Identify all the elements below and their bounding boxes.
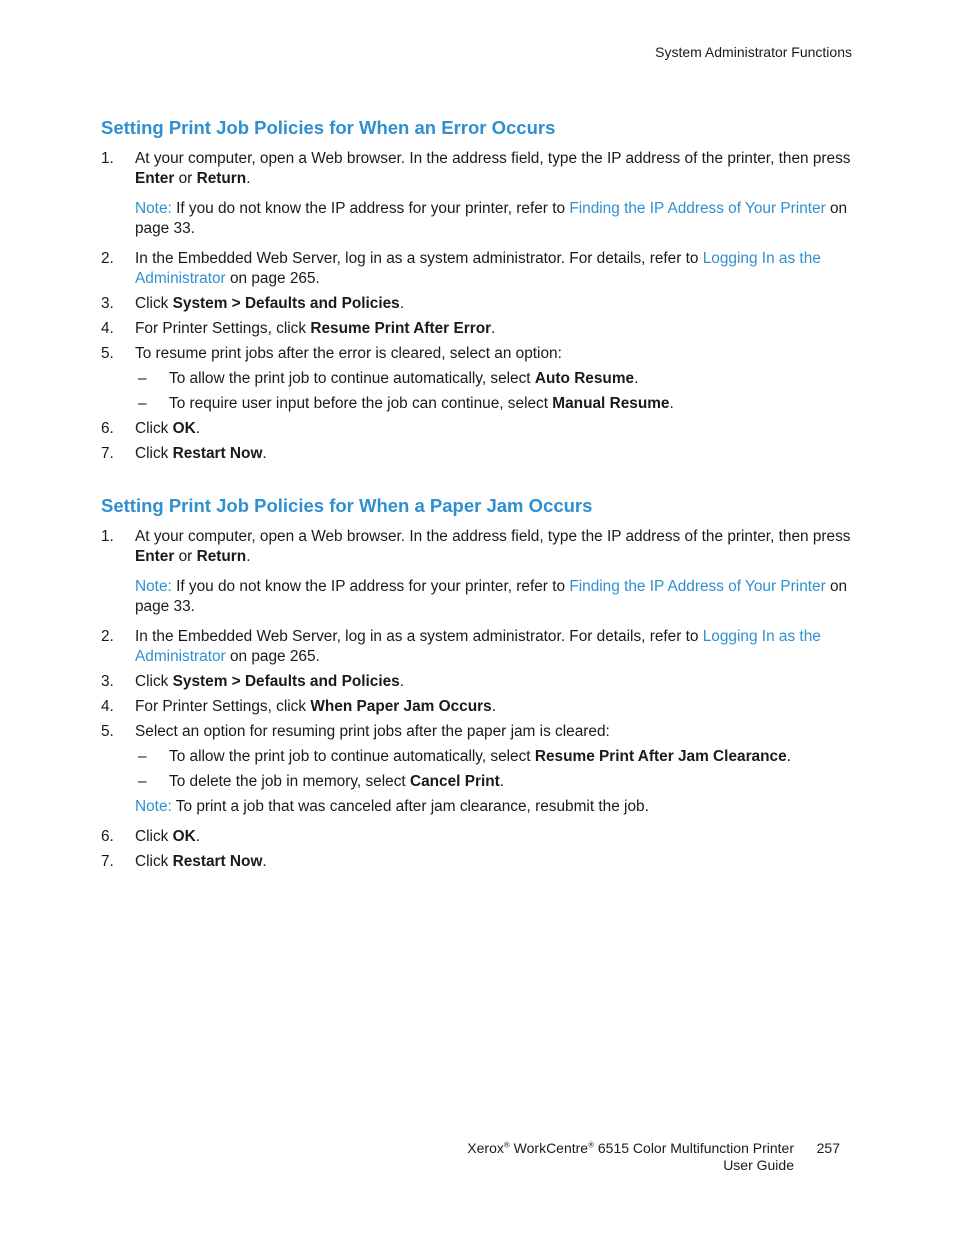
dash: – bbox=[138, 748, 147, 765]
dash: – bbox=[138, 395, 147, 412]
section-title: Setting Print Job Policies for When an Error Occurs bbox=[101, 117, 556, 138]
step-text: on page 265. bbox=[225, 648, 320, 665]
step-number: 5. bbox=[101, 345, 114, 362]
link-logging-in[interactable]: Logging In as the Administrator bbox=[135, 250, 821, 287]
note-text: on page 33. bbox=[135, 200, 848, 237]
step-text: Click bbox=[135, 853, 173, 870]
option-name: Manual Resume bbox=[552, 395, 670, 412]
step-number: 3. bbox=[101, 673, 114, 690]
step-number: 7. bbox=[101, 853, 114, 870]
step-number: 7. bbox=[101, 445, 114, 462]
steps-list bbox=[101, 149, 861, 464]
step-number: 5. bbox=[101, 723, 114, 740]
step-text: Click bbox=[135, 828, 173, 845]
step-text: or bbox=[174, 170, 197, 187]
note-text: If you do not know the IP address for your printer, refer to bbox=[171, 200, 570, 217]
punct: . bbox=[786, 748, 791, 765]
note bbox=[135, 577, 861, 617]
note-text: To print a job that was canceled after jam clearance, resubmit the job. bbox=[171, 798, 649, 815]
option-text: To delete the job in memory, select bbox=[169, 773, 410, 790]
step-number: 2. bbox=[101, 628, 114, 645]
step-text: Select an option for resuming print jobs after the paper jam is cleared: bbox=[135, 723, 610, 740]
key-enter: Enter bbox=[135, 548, 175, 565]
section-paper-jam bbox=[101, 495, 861, 872]
step-1 bbox=[101, 527, 861, 617]
step-6 bbox=[101, 827, 861, 847]
note bbox=[135, 797, 861, 817]
step-text: Click bbox=[135, 445, 173, 462]
step-2 bbox=[101, 249, 861, 289]
step-text: In the Embedded Web Server, log in as a system administrator. For details, refer to bbox=[135, 250, 703, 267]
punct: . bbox=[491, 698, 496, 715]
step-7 bbox=[101, 852, 861, 872]
note-text: on page 33. bbox=[135, 578, 848, 615]
note-label: Note: bbox=[135, 200, 172, 217]
step-6 bbox=[101, 419, 861, 439]
punct: . bbox=[491, 320, 496, 337]
link-finding-ip[interactable]: Finding the IP Address of Your Printer bbox=[569, 578, 826, 595]
note-label: Note: bbox=[135, 798, 172, 815]
setting-name: Resume Print After Error bbox=[310, 320, 492, 337]
footer-guide: User Guide bbox=[723, 1157, 794, 1173]
menu-defaults: Defaults and Policies bbox=[244, 295, 400, 312]
brand: Xerox bbox=[467, 1140, 504, 1156]
step-number: 4. bbox=[101, 320, 114, 337]
step-text: or bbox=[174, 548, 197, 565]
step-text: To resume print jobs after the error is cleared, select an option: bbox=[135, 345, 562, 362]
menu-system: System bbox=[172, 673, 228, 690]
step-number: 6. bbox=[101, 828, 114, 845]
step-number: 1. bbox=[101, 150, 114, 167]
key-return: Return bbox=[196, 548, 247, 565]
note-text: If you do not know the IP address for your printer, refer to bbox=[171, 578, 570, 595]
button-name-restart: Restart Now bbox=[172, 445, 263, 462]
option-text: To allow the print job to continue automatically, select bbox=[169, 748, 535, 765]
menu-system: System bbox=[172, 295, 228, 312]
registered-mark: ® bbox=[503, 1140, 510, 1150]
step-2 bbox=[101, 627, 861, 667]
option-name: Resume Print After Jam Clearance bbox=[534, 748, 787, 765]
step-3 bbox=[101, 294, 861, 314]
menu-defaults: Defaults and Policies bbox=[244, 673, 400, 690]
model: 6515 Color Multifunction Printer bbox=[594, 1140, 794, 1156]
step-text: Click bbox=[135, 295, 173, 312]
registered-mark: ® bbox=[588, 1140, 594, 1150]
button-name-ok: OK bbox=[172, 828, 196, 845]
step-text: on page 265. bbox=[225, 270, 320, 287]
option-item bbox=[135, 394, 861, 414]
link-finding-ip[interactable]: Finding the IP Address of Your Printer bbox=[569, 200, 826, 217]
punct: . bbox=[262, 445, 267, 462]
options-list bbox=[135, 369, 861, 414]
punct: . bbox=[399, 673, 405, 690]
punct: . bbox=[399, 295, 405, 312]
step-4 bbox=[101, 697, 861, 717]
step-number: 4. bbox=[101, 698, 114, 715]
step-4 bbox=[101, 319, 861, 339]
punct: . bbox=[262, 853, 267, 870]
key-return: Return bbox=[196, 170, 247, 187]
page-number: 257 bbox=[816, 1140, 840, 1156]
option-name: Cancel Print bbox=[409, 773, 500, 790]
step-1 bbox=[101, 149, 861, 239]
section-error-occurs bbox=[101, 117, 861, 464]
steps-list bbox=[101, 527, 861, 872]
punct: . bbox=[246, 548, 251, 565]
link-logging-in[interactable]: Logging In as the Administrator bbox=[135, 628, 821, 665]
note-label: Note: bbox=[135, 578, 172, 595]
punct: . bbox=[195, 420, 200, 437]
option-text: To require user input before the job can continue, select bbox=[169, 395, 553, 412]
footer-product-line bbox=[467, 1140, 794, 1157]
setting-name: When Paper Jam Occurs bbox=[310, 698, 492, 715]
note bbox=[135, 199, 861, 239]
punct: . bbox=[634, 370, 639, 387]
options-list bbox=[135, 747, 861, 792]
running-head: System Administrator Functions bbox=[655, 44, 852, 60]
step-number: 2. bbox=[101, 250, 114, 267]
step-number: 1. bbox=[101, 528, 114, 545]
dash: – bbox=[138, 773, 147, 790]
key-enter: Enter bbox=[135, 170, 175, 187]
step-text: Click bbox=[135, 673, 173, 690]
separator: > bbox=[227, 295, 245, 312]
footer-product bbox=[467, 1140, 794, 1174]
step-number: 6. bbox=[101, 420, 114, 437]
step-text: Click bbox=[135, 420, 173, 437]
option-text: To allow the print job to continue automatically, select bbox=[169, 370, 535, 387]
step-5 bbox=[101, 722, 861, 817]
step-5 bbox=[101, 344, 861, 414]
option-item bbox=[135, 369, 861, 389]
step-text: At your computer, open a Web browser. In the address field, type the IP address of the printer, then press bbox=[135, 528, 851, 545]
punct: . bbox=[499, 773, 505, 790]
punct: . bbox=[195, 828, 200, 845]
step-text: For Printer Settings, click bbox=[135, 698, 311, 715]
step-text: At your computer, open a Web browser. In the address field, type the IP address of the printer, then press bbox=[135, 150, 851, 167]
product: WorkCentre bbox=[509, 1140, 589, 1156]
button-name-ok: OK bbox=[172, 420, 196, 437]
option-item bbox=[135, 747, 861, 767]
section-title: Setting Print Job Policies for When a Paper Jam Occurs bbox=[101, 495, 593, 516]
dash: – bbox=[138, 370, 147, 387]
step-7 bbox=[101, 444, 861, 464]
step-number: 3. bbox=[101, 295, 114, 312]
button-name-restart: Restart Now bbox=[172, 853, 263, 870]
step-3 bbox=[101, 672, 861, 692]
step-text: For Printer Settings, click bbox=[135, 320, 311, 337]
step-text: In the Embedded Web Server, log in as a system administrator. For details, refer to bbox=[135, 628, 703, 645]
punct: . bbox=[246, 170, 251, 187]
option-item bbox=[135, 772, 861, 792]
option-name: Auto Resume bbox=[534, 370, 635, 387]
separator: > bbox=[227, 673, 245, 690]
punct: . bbox=[669, 395, 674, 412]
